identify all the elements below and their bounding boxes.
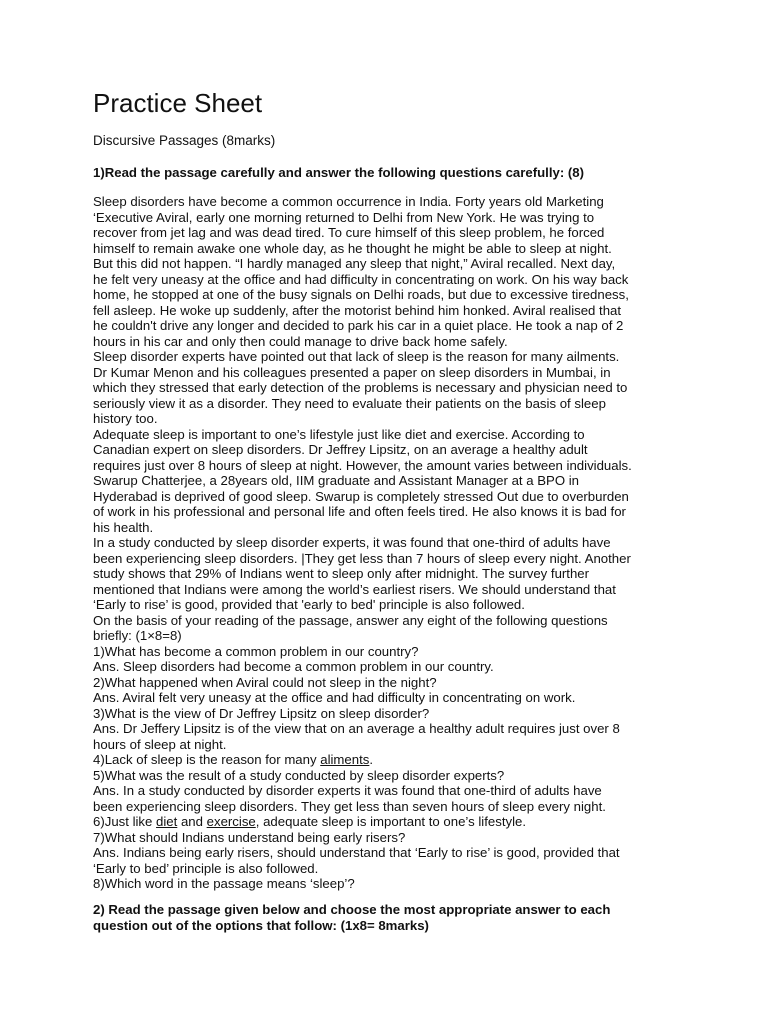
q2-heading-line: 2) Read the passage given below and choose the most appropriate answer to each <box>93 902 611 917</box>
text-line: ‘Executive Aviral, early one morning returned to Delhi from New York. He was trying to <box>93 209 595 225</box>
text-line: Ans. Dr Jeffery Lipsitz is of the view that on an average a healthy adult requires just over 8 <box>93 721 620 736</box>
text-line: he couldn't drive any longer and decided to park his car in a quiet place. He took a nap of 2 <box>93 318 624 333</box>
text-line: But this did not happen. “I hardly managed any sleep that night,” Aviral recalled. Next day, <box>93 256 616 271</box>
text-line: Canadian expert on sleep disorders. Dr Jeffrey Lipsitz, on an average a healthy adult <box>93 442 588 457</box>
text-line: his health. <box>93 519 154 535</box>
text-line: hours in his car and only then could manage to drive back home safely. <box>93 333 508 349</box>
text-line: home, he stopped at one of the busy signals on Delhi roads, but due to excessive tiredness, <box>93 287 629 302</box>
text-line: fell asleep. He woke up suddenly, after the motorist behind him honked. Aviral realised that <box>93 302 622 318</box>
passage-body <box>93 194 693 892</box>
text-line: Sleep disorders have become a common occurrence in India. Forty years old Marketing <box>93 194 604 209</box>
text-line: Hyderabad is deprived of good sleep. Swarup is completely stressed Out due to overburden <box>93 488 629 504</box>
q4-underlined-word: aliments <box>320 752 370 767</box>
page-title: Practice Sheet <box>93 88 263 118</box>
text-line: history too. <box>93 411 158 426</box>
q6-suffix: , adequate sleep is important to one’s lifestyle. <box>255 814 527 829</box>
question-6 <box>93 814 693 830</box>
q4-prefix: 4)Lack of sleep is the reason for many <box>93 752 321 767</box>
text-line: recover from jet lag and was dead tired. To cure himself of this sleep problem, he forced <box>93 225 605 240</box>
question2-heading <box>93 902 610 933</box>
text-line: Dr Kumar Menon and his colleagues presented a paper on sleep disorders in Mumbai, in <box>93 364 611 380</box>
q6-word-exercise: exercise <box>206 814 256 829</box>
text-line: mentioned that Indians were among the world’s earliest risers. We should understand that <box>93 581 616 597</box>
q6-middle: and <box>177 814 207 829</box>
text-line: ‘Early to rise’ is good, provided that 'early to bed' principle is also followed. <box>93 597 525 612</box>
text-line: 8)Which word in the passage means ‘sleep’? <box>93 876 355 891</box>
text-line: 7)What should Indians understand being early risers? <box>93 829 406 845</box>
q4-suffix: . <box>369 752 374 767</box>
text-line: he felt very uneasy at the office and had difficulty in concentrating on work. On his way back <box>93 271 629 287</box>
q6-word-diet: diet <box>156 814 178 829</box>
question-4 <box>93 752 693 768</box>
text-line: of work in his professional and personal life and often feels tired. He also knows it is bad for <box>93 504 626 519</box>
text-line: Swarup Chatterjee, a 28years old, IIM graduate and Assistant Manager at a BPO in <box>93 473 580 488</box>
question1-heading: 1)Read the passage carefully and answer the following questions carefully: (8) <box>93 165 584 180</box>
text-line: hours of sleep at night. <box>93 736 227 752</box>
text-line: which they stressed that early detection of the problems is necessary and physician need to <box>93 380 628 395</box>
q2-heading-line: question out of the options that follow: (1x8= 8marks) <box>93 917 429 933</box>
text-line: been experiencing sleep disorders. |They get less than 7 hours of sleep every night. Another <box>93 550 631 566</box>
q6-prefix: 6)Just like <box>93 814 157 829</box>
text-line: Ans. Aviral felt very uneasy at the office and had difficulty in concentrating on work. <box>93 690 576 705</box>
text-line: On the basis of your reading of the passage, answer any eight of the following questions <box>93 612 608 628</box>
text-line: 5)What was the result of a study conducted by sleep disorder experts? <box>93 767 505 783</box>
text-line: ‘Early to bed’ principle is also followed. <box>93 860 319 876</box>
text-line: Ans. Indians being early risers, should understand that ‘Early to rise’ is good, provided that <box>93 845 620 860</box>
text-line: briefly: (1×8=8) <box>93 628 182 643</box>
text-line: Ans. In a study conducted by disorder experts it was found that one-third of adults have <box>93 783 602 798</box>
text-line: been experiencing sleep disorders. They get less than seven hours of sleep every night. <box>93 798 606 814</box>
page-subtitle: Discursive Passages (8marks) <box>93 133 276 148</box>
text-line: himself to remain awake one whole day, as he thought he might be able to sleep at night. <box>93 240 612 256</box>
text-line: Adequate sleep is important to one’s lifestyle just like diet and exercise. According to <box>93 426 585 442</box>
text-line: In a study conducted by sleep disorder experts, it was found that one-third of adults have <box>93 535 611 550</box>
text-line: Sleep disorder experts have pointed out that lack of sleep is the reason for many ailments. <box>93 349 620 364</box>
text-line: study shows that 29% of Indians went to sleep only after midnight. The survey further <box>93 566 590 581</box>
text-line: 3)What is the view of Dr Jeffrey Lipsitz on sleep disorder? <box>93 705 430 721</box>
text-line: 2)What happened when Aviral could not sleep in the night? <box>93 674 437 690</box>
text-line: Ans. Sleep disorders had become a common problem in our country. <box>93 659 494 674</box>
text-line: requires just over 8 hours of sleep at night. However, the amount varies between individuals. <box>93 457 632 473</box>
text-line: seriously view it as a disorder. They need to evaluate their patients on the basis of sleep <box>93 395 606 411</box>
text-line: 1)What has become a common problem in our country? <box>93 643 419 659</box>
